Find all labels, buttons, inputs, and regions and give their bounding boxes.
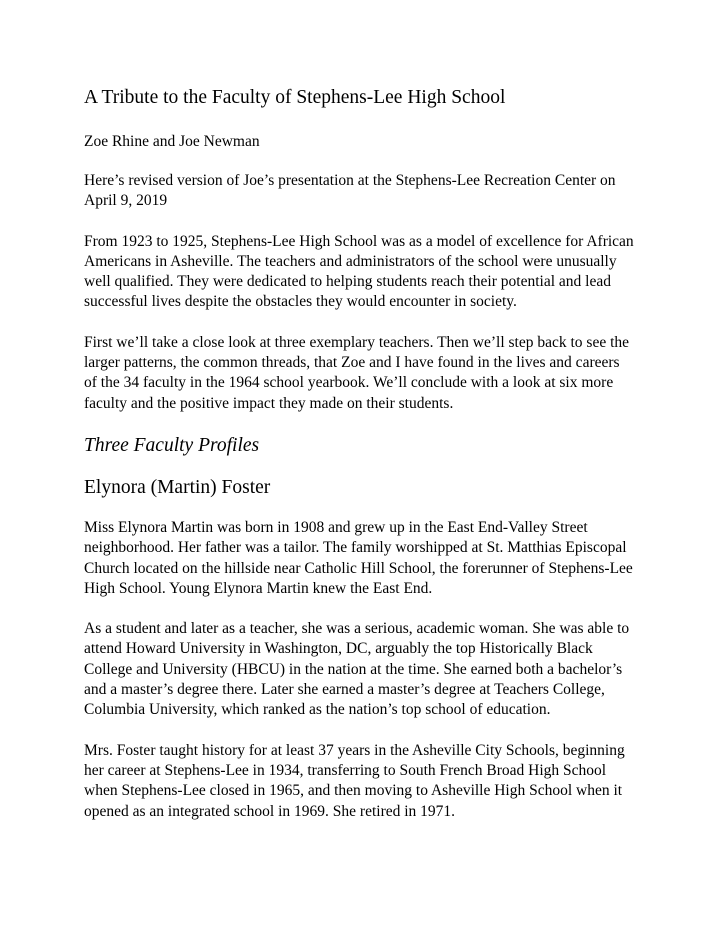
profile-heading: Elynora (Martin) Foster (84, 476, 271, 498)
section-heading: Three Faculty Profiles (84, 434, 260, 456)
overview-paragraph: From 1923 to 1925, Stephens-Lee High School was as a model of excellence for African Americans in Asheville. The teachers and administrators of the school were unusually well qualified. They were dedicated to helping students reach their potential and lead successful lives despite the obstacles they would encounter in society. (84, 232, 634, 311)
profile-paragraph-early-life: Miss Elynora Martin was born in 1908 and grew up in the East End-Valley Street neighborhood. Her father was a tailor. The family worshipped at St. Matthias Episcopal Church located on the hillside near Catholic Hill School, the forerunner of Stephens-Lee High School. Young Elynora Martin knew the East End. (84, 518, 633, 597)
profile-paragraph-career: Mrs. Foster taught history for at least 37 years in the Asheville City Schools, beginning her career at Stephens-Lee in 1934, transferring to South French Broad High School when Stephens-Lee closed in 1965, and then moving to Asheville High School when it opened as an integrated school in 1969. She retired in 1971. (84, 741, 625, 820)
document-authors: Zoe Rhine and Joe Newman (84, 133, 260, 150)
profile-paragraph-education: As a student and later as a teacher, she was a serious, academic woman. She was able to attend Howard University in Washington, DC, arguably the top Historically Black College and University (HBCU) in the nation at the time. She earned both a bachelor’s and a master’s degree there. Later she earned a master’s degree at Teachers College, Columbia University, which ranked as the nation’s top school of education. (84, 620, 630, 719)
intro-paragraph: Here’s revised version of Joe’s presentation at the Stephens-Lee Recreation Center on April 9, 2019 (84, 172, 616, 210)
document-title: A Tribute to the Faculty of Stephens-Lee High School (84, 87, 506, 108)
plan-paragraph: First we’ll take a close look at three exemplary teachers. Then we’ll step back to see the larger patterns, the common threads, that Zoe and I have found in the lives and careers of the 34 faculty in the 1964 school yearbook. We’ll conclude with a look at six more faculty and the positive impact they made on their students. (84, 333, 630, 412)
